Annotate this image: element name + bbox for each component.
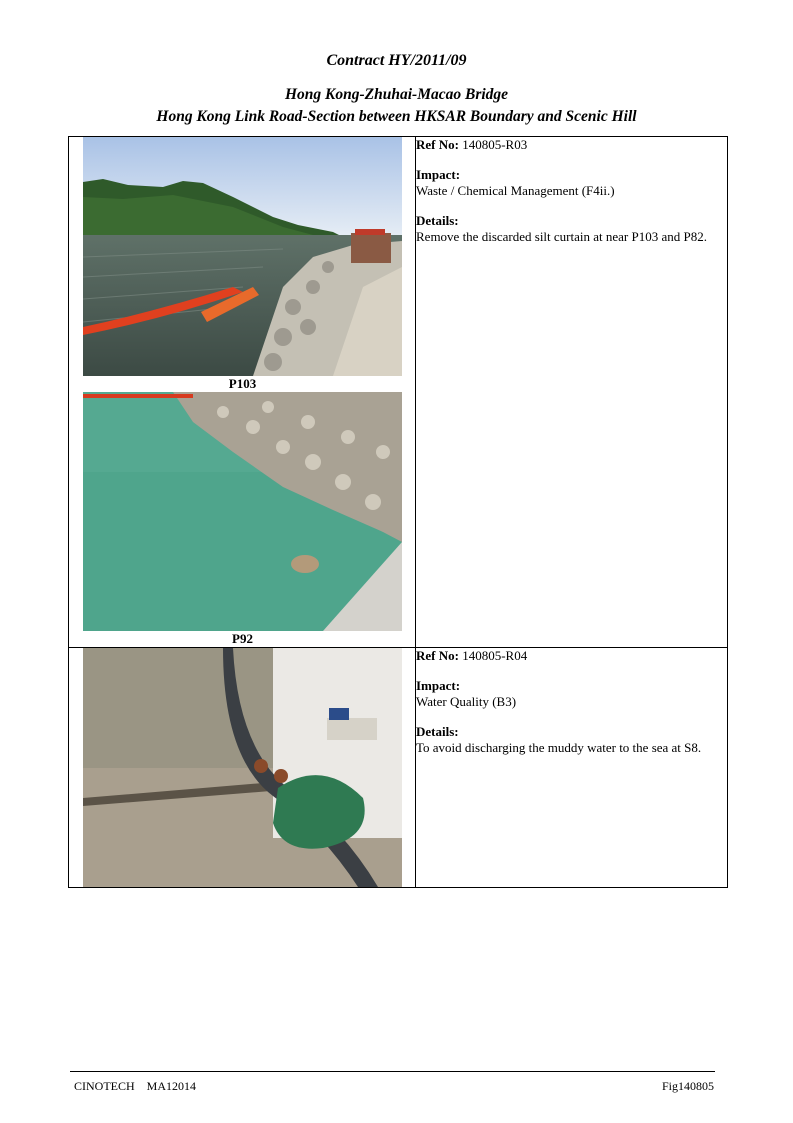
photo-caption: P92 bbox=[232, 631, 253, 646]
footer-divider bbox=[70, 1071, 715, 1072]
record-row bbox=[69, 137, 728, 648]
ref-label: Ref No: bbox=[416, 137, 459, 152]
ref-label: Ref No: bbox=[416, 648, 459, 663]
project-subtitle: Hong Kong Link Road-Section between HKSAR Boundary and Scenic Hill bbox=[156, 108, 637, 125]
ref-block bbox=[416, 137, 727, 153]
impact-value: Water Quality (B3) bbox=[416, 694, 517, 709]
impact-block bbox=[416, 678, 727, 710]
ref-block bbox=[416, 648, 727, 664]
details-block bbox=[416, 213, 727, 245]
details-label: Details: bbox=[416, 213, 459, 228]
ref-value: 140805-R03 bbox=[462, 137, 528, 152]
impact-value: Waste / Chemical Management (F4ii.) bbox=[416, 183, 615, 198]
record-details-cell bbox=[416, 648, 728, 888]
photo-cell bbox=[69, 137, 416, 648]
details-value: To avoid discharging the muddy water to the sea at S8. bbox=[416, 740, 702, 755]
record-row bbox=[69, 648, 728, 888]
impact-label: Impact: bbox=[416, 678, 461, 693]
contract-number: Contract HY/2011/09 bbox=[326, 52, 467, 69]
record-details-cell bbox=[416, 137, 728, 648]
footer-figure-number: Fig140805 bbox=[661, 1079, 714, 1093]
footer-company: CINOTECH MA12014 bbox=[74, 1079, 196, 1093]
details-label: Details: bbox=[416, 724, 459, 739]
impact-block bbox=[416, 167, 727, 199]
photo-p92 bbox=[83, 392, 402, 631]
photo-s8 bbox=[83, 648, 402, 887]
photo-cell bbox=[69, 648, 416, 888]
project-title: Hong Kong-Zhuhai-Macao Bridge bbox=[284, 86, 509, 103]
photo-caption: P103 bbox=[228, 376, 257, 391]
inspection-records-table bbox=[68, 136, 728, 888]
details-value: Remove the discarded silt curtain at near P103 and P82. bbox=[416, 229, 707, 244]
photo-p103 bbox=[83, 137, 402, 376]
impact-label: Impact: bbox=[416, 167, 461, 182]
details-block bbox=[416, 724, 727, 756]
ref-value: 140805-R04 bbox=[462, 648, 528, 663]
